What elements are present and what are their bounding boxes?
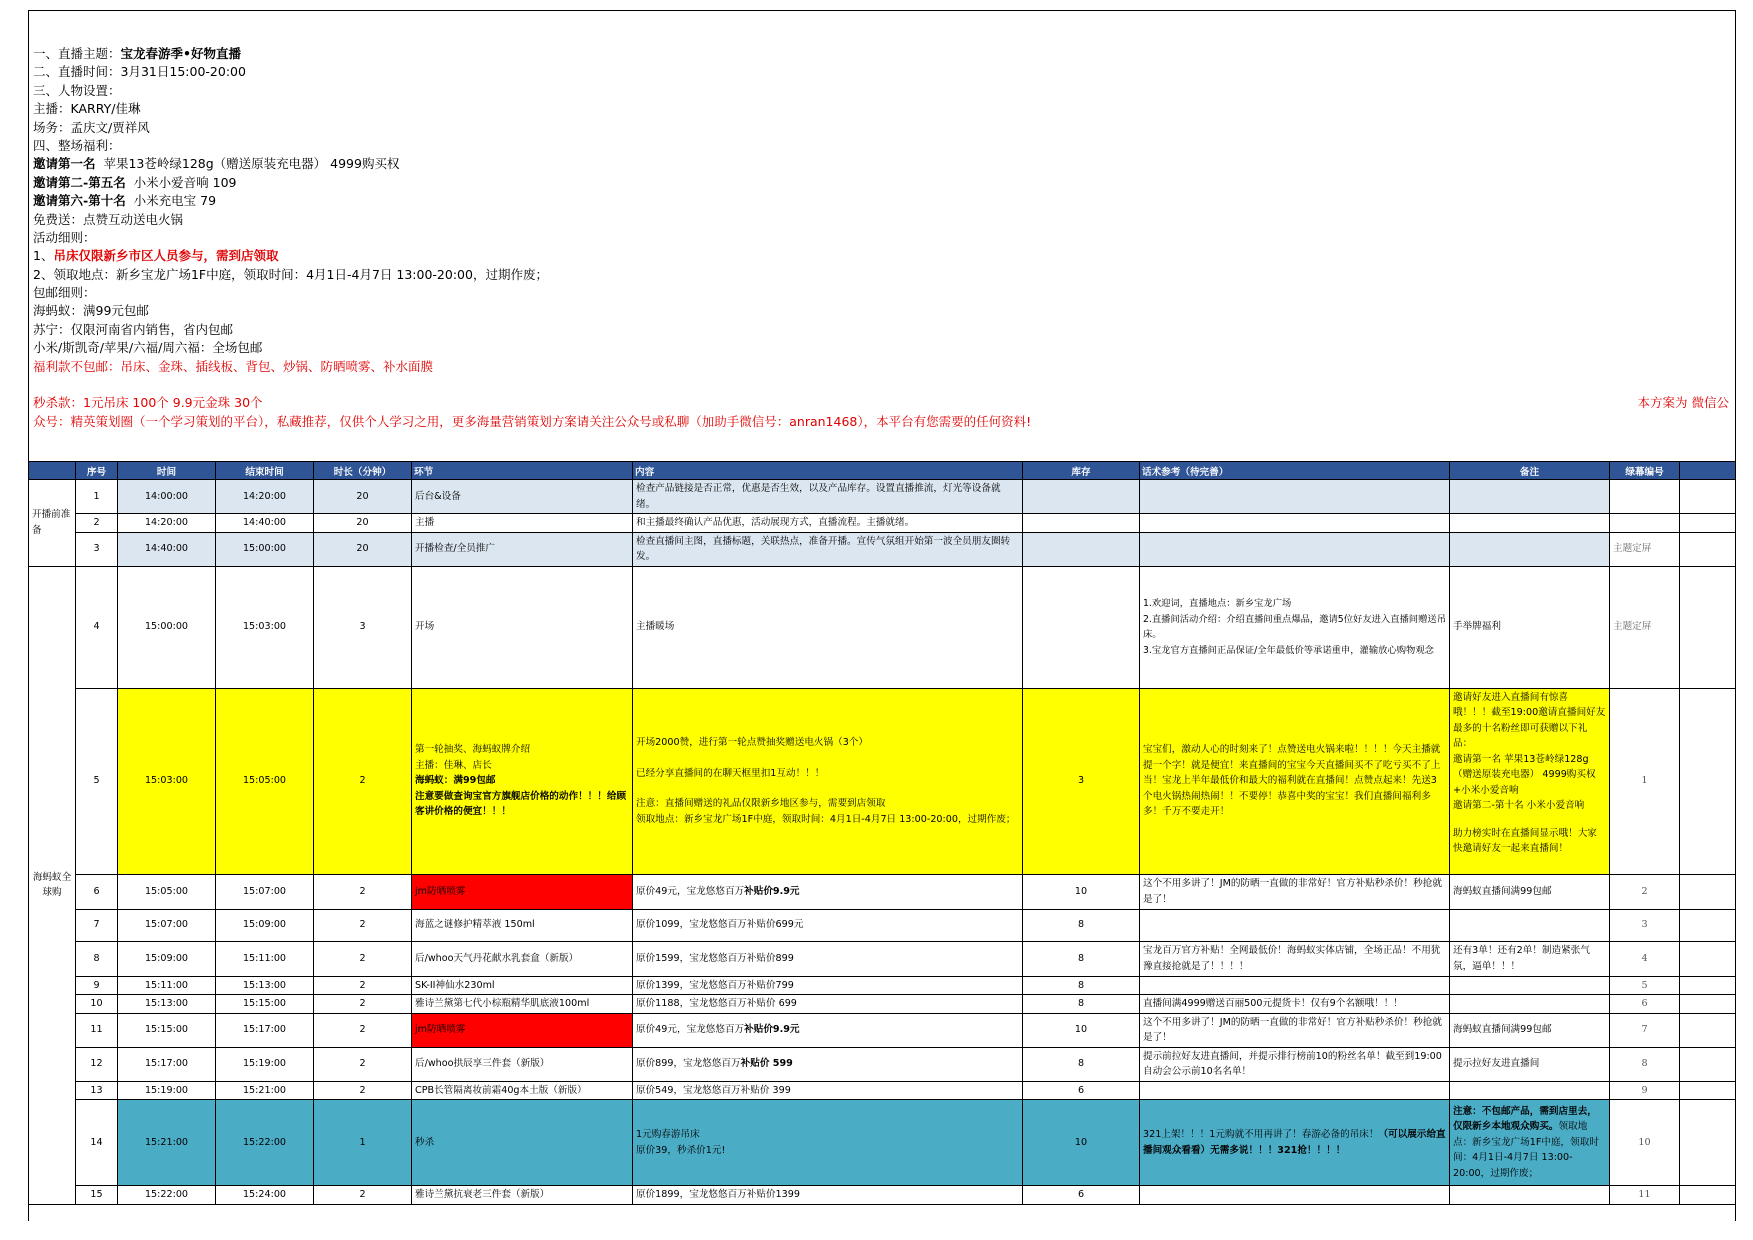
row-stock: 10 (1023, 1100, 1140, 1186)
rules-label: 活动细则： (33, 229, 96, 245)
content-line: 已经分享直播间的在聊天框里扣1互动！！！ (636, 767, 825, 779)
row-segment: 后/whoo天气丹花献水乳套盒（新版） (412, 941, 633, 976)
row-end: 15:13:00 (216, 976, 314, 995)
theme-label: 一、直播主题： (33, 46, 121, 61)
script-bold-text: （可以展示给直播间观众看看）无需多说！！！321抢！！！！ (1143, 1129, 1446, 1156)
row-end: 15:22:00 (216, 1100, 314, 1186)
row-stock: 6 (1023, 1186, 1140, 1205)
row-start: 15:15:00 (118, 1013, 216, 1047)
row-end: 15:19:00 (216, 1047, 314, 1081)
row-note (1450, 532, 1610, 566)
row-segment: 后/whoo拱辰享三件套（新版） (412, 1047, 633, 1081)
row-no: 2 (76, 514, 118, 533)
row-duration: 3 (314, 566, 412, 688)
row-stock: 8 (1023, 995, 1140, 1014)
row-script (1140, 909, 1450, 941)
col-no: 序号 (76, 462, 118, 480)
row-extra (1680, 909, 1737, 941)
row-extra (1680, 1100, 1737, 1186)
row-note (1450, 514, 1610, 533)
row-content: 原价1188，宝龙悠悠百万补贴价 699 (633, 995, 1023, 1014)
row-extra (1680, 874, 1737, 909)
group-pre: 开播前准备 (29, 480, 76, 567)
row-segment: CPB长管隔离妆前霜40g本土版（新版） (412, 1081, 633, 1100)
row-segment: 雅诗兰黛第七代小棕瓶精华肌底液100ml (412, 995, 633, 1014)
row-start: 14:20:00 (118, 514, 216, 533)
table-header-row (29, 462, 1737, 480)
row-segment: 主播 (412, 514, 633, 533)
schedule-table (28, 461, 1736, 1205)
note-line: 助力榜实时在直播间显示哦！大家快邀请好友一起来直播间！ (1453, 827, 1597, 854)
row-content (633, 688, 1023, 874)
table-row (29, 514, 1737, 533)
row-script (1140, 480, 1450, 514)
table-row (29, 1186, 1737, 1205)
content-line: 领取地点：新乡宝龙广场1F中庭，领取时间：4月1日-4月7日 13:00-20:00，过期作废； (636, 813, 1016, 825)
row-extra (1680, 688, 1737, 874)
note-line: 邀请好友进入直播间有惊喜哦！！！截至19:00邀请直播间好友最多的十名粉丝即可获赠以下礼品： (1453, 691, 1606, 749)
blank-line (33, 376, 1733, 394)
table-row (29, 909, 1737, 941)
col-screen: 绿幕编号 (1610, 462, 1680, 480)
row-duration: 2 (314, 976, 412, 995)
row-script (1140, 976, 1450, 995)
row-content: 检查产品链接是否正常，优惠是否生效，以及产品库存。设置直播推流，灯光等设备就绪。 (633, 480, 1023, 514)
row-script: 提示前拉好友进直播间，并提示排行榜前10的粉丝名单！截至到19:00自动会公示前10名名单！ (1140, 1047, 1450, 1081)
row-start: 15:22:00 (118, 1186, 216, 1205)
row-duration: 2 (314, 995, 412, 1014)
row-content: 原价1099，宝龙悠悠百万补贴价699元 (633, 909, 1023, 941)
row-segment: 开播检查/全员推广 (412, 532, 633, 566)
row-extra (1680, 1186, 1737, 1205)
row-script: 宝宝们，激动人心的时刻来了！点赞送电火锅来啦！！！！今天主播就提一个字！就是便宜！来直播间的宝宝今天直播间买不了吃亏买不了上当！宝龙上半年最低价和最大的福利就在直播间！点赞点起来！先送3个电火锅热闹热闹！！不要停！恭喜中奖的宝宝！我们直播间福利多多！千万不要走开！ (1140, 688, 1450, 874)
promo-line: 众号：精英策划圈（一个学习策划的平台），私藏推荐，仅供个人学习之用，更多海量营销策划方案请关注公众号或私聊（加助手微信号：anran1468），本平台有您需要的任何资料! (33, 413, 1032, 429)
row-note: 海蚂蚁直播间满99包邮 (1450, 874, 1610, 909)
row-segment: 海蓝之谜修护精萃液 150ml (412, 909, 633, 941)
col-content: 内容 (633, 462, 1023, 480)
invite-second-line (33, 174, 1733, 192)
row-segment: 后台&设备 (412, 480, 633, 514)
row-note: 手举牌福利 (1450, 566, 1610, 688)
theme-value: 宝龙春游季•好物直播 (120, 46, 242, 61)
copyright-note: 本方案为 微信公 (1637, 395, 1729, 411)
invite-sixth-line (33, 192, 1733, 210)
table-row (29, 1081, 1737, 1100)
row-screen (1610, 480, 1680, 514)
row-script (1140, 1081, 1450, 1100)
rule-2: 2、领取地点：新乡宝龙广场1F中庭，领取时间：4月1日-4月7日 13:00-20:00，过期作废； (33, 266, 548, 282)
note-text: 领取地点：新乡宝龙广场1F中庭，领取时间：4月1日-4月7日 13:00-20:00，过期作废； (1453, 1121, 1599, 1179)
row-stock (1023, 566, 1140, 688)
row-stock: 8 (1023, 941, 1140, 976)
row-segment: 开场 (412, 566, 633, 688)
row-screen: 10 (1610, 1100, 1680, 1186)
shipping-label: 包邮细则： (33, 285, 96, 301)
row-note (1450, 1081, 1610, 1100)
row-content: 原价1399，宝龙悠悠百万补贴价799 (633, 976, 1023, 995)
table-row (29, 566, 1737, 688)
row-end: 15:21:00 (216, 1081, 314, 1100)
control-line: 场务：孟庆文/贾祥风 (33, 119, 150, 135)
row-extra (1680, 480, 1737, 514)
row-duration: 20 (314, 480, 412, 514)
row-stock: 6 (1023, 1081, 1140, 1100)
row-script: 这个不用多讲了！JM的防晒一直做的非常好！官方补贴秒杀价！秒抢就是了！ (1140, 874, 1450, 909)
invite-first-line (33, 155, 1733, 173)
row-end: 15:15:00 (216, 995, 314, 1014)
row-script (1140, 514, 1450, 533)
row-content: 主播暖场 (633, 566, 1023, 688)
invite-first-value: 苹果13苍岭绿128g（赠送原装充电器） 4999购买权 (103, 156, 400, 172)
row-script: 直播间满4999赠送百丽500元提货卡！仅有9个名额哦！！！ (1140, 995, 1450, 1014)
row-start: 14:40:00 (118, 532, 216, 566)
row-duration: 2 (314, 1081, 412, 1100)
row-extra (1680, 514, 1737, 533)
row-end: 15:00:00 (216, 532, 314, 566)
row-start: 15:03:00 (118, 688, 216, 874)
row-start: 15:21:00 (118, 1100, 216, 1186)
row-start: 15:07:00 (118, 909, 216, 941)
spreadsheet-sheet (28, 10, 1736, 1221)
row-content (633, 1100, 1023, 1186)
row-note (1450, 688, 1610, 874)
row-note: 还有3单！还有2单！制造紧张气氛，逼单！！！ (1450, 941, 1610, 976)
note-bold-text: 注意：不包邮产品，需到店里去，仅限新乡本地观众购买。 (1453, 1105, 1597, 1133)
content-line: 原价39，秒杀价1元! (636, 1144, 726, 1156)
content-price: 补贴价9.9元 (744, 1024, 800, 1036)
row-content: 原价1599，宝龙悠悠百万补贴价899 (633, 941, 1023, 976)
row-screen: 4 (1610, 941, 1680, 976)
row-note (1450, 480, 1610, 514)
row-no: 1 (76, 480, 118, 514)
people-label: 三、人物设置： (33, 82, 121, 98)
row-end: 15:17:00 (216, 1013, 314, 1047)
table-row (29, 874, 1737, 909)
row-no: 5 (76, 688, 118, 874)
shipping-excluded: 福利款不包邮：吊床、金珠、插线板、背包、炒锅、防晒喷雾、补水面膜 (33, 358, 434, 374)
row-stock (1023, 514, 1140, 533)
row-start: 15:09:00 (118, 941, 216, 976)
row-script (1140, 1186, 1450, 1205)
table-row (29, 995, 1737, 1014)
time-label: 二、直播时间： (33, 64, 121, 80)
row-extra (1680, 566, 1737, 688)
row-screen: 1 (1610, 688, 1680, 874)
col-stock: 库存 (1023, 462, 1140, 480)
table-row (29, 688, 1737, 874)
row-stock (1023, 480, 1140, 514)
row-segment: 秒杀 (412, 1100, 633, 1186)
row-start: 15:11:00 (118, 976, 216, 995)
row-note (1450, 995, 1610, 1014)
row-segment: jm防晒喷雾 (412, 874, 633, 909)
shipping-brands: 小米/斯凯奇/苹果/六福/周六福：全场包邮 (33, 340, 263, 356)
col-segment: 环节 (412, 462, 633, 480)
content-line (636, 781, 1019, 796)
row-script: 1.欢迎词，直播地点：新乡宝龙广场 2.直播间活动介绍：介绍直播间重点爆品，邀请5位好友进入直播间赠送吊床。 3.宝龙官方直播间正品保证/全年最低价等承诺重申，灌输放心购物观念 (1140, 566, 1450, 688)
row-extra (1680, 995, 1737, 1014)
row-stock: 10 (1023, 874, 1140, 909)
rule-1 (33, 247, 1733, 265)
content-line (636, 751, 1019, 766)
row-content (633, 1013, 1023, 1047)
content-price: 补贴价 599 (740, 1058, 793, 1070)
row-no: 9 (76, 976, 118, 995)
row-extra (1680, 941, 1737, 976)
row-extra (1680, 1081, 1737, 1100)
content-text: 原价49元，宝龙悠悠百万 (636, 1024, 745, 1036)
row-note (1450, 976, 1610, 995)
row-no: 15 (76, 1186, 118, 1205)
row-no: 11 (76, 1013, 118, 1047)
segment-bold-line: 海蚂蚁：满99包邮 (415, 775, 496, 787)
row-screen: 主题定屏 (1610, 566, 1680, 688)
row-script (1140, 532, 1450, 566)
row-note: 提示拉好友进直播间 (1450, 1047, 1610, 1081)
flash-sale-text: 秒杀款：1元吊床 100个 9.9元金珠 30个 (33, 395, 263, 411)
col-end: 结束时间 (216, 462, 314, 480)
invite-second-value: 小米小爱音响 109 (133, 174, 237, 190)
row-stock: 10 (1023, 1013, 1140, 1047)
plan-info-block (33, 45, 1733, 431)
row-end: 15:07:00 (216, 874, 314, 909)
content-line: 1元购春游吊床 (636, 1129, 700, 1140)
invite-second-label: 邀请第二-第五名 (33, 174, 126, 190)
row-end: 14:40:00 (216, 514, 314, 533)
col-start: 时间 (118, 462, 216, 480)
row-no: 7 (76, 909, 118, 941)
row-segment: 雅诗兰黛抗衰老三件套（新版） (412, 1186, 633, 1205)
content-text: 原价899，宝龙悠悠百万 (636, 1058, 741, 1070)
table-row (29, 1013, 1737, 1047)
row-end: 15:11:00 (216, 941, 314, 976)
table-row (29, 1100, 1737, 1186)
row-extra (1680, 532, 1737, 566)
row-start: 15:00:00 (118, 566, 216, 688)
col-note: 备注 (1450, 462, 1610, 480)
segment-bold-line: 注意要做查询宝官方旗舰店价格的动作！！！给顾客讲价格的便宜！！！ (415, 790, 627, 818)
table-row (29, 532, 1737, 566)
rule-1-text: 吊床仅限新乡市区人员参与，需到店领取 (53, 248, 279, 264)
host-line: 主播：KARRY/佳琳 (33, 101, 141, 117)
row-screen: 主题定屏 (1610, 532, 1680, 566)
free-gift-line: 免费送：点赞互动送电火锅 (33, 211, 184, 227)
table-row (29, 1047, 1737, 1081)
row-script: 这个不用多讲了！JM的防晒一直做的非常好！官方补贴秒杀价！秒抢就是了！ (1140, 1013, 1450, 1047)
row-script (1140, 1100, 1450, 1186)
table-row (29, 976, 1737, 995)
row-segment (412, 688, 633, 874)
row-no: 4 (76, 566, 118, 688)
row-screen: 9 (1610, 1081, 1680, 1100)
row-screen: 2 (1610, 874, 1680, 909)
row-end: 15:24:00 (216, 1186, 314, 1205)
row-duration: 20 (314, 514, 412, 533)
row-screen: 5 (1610, 976, 1680, 995)
row-end: 15:09:00 (216, 909, 314, 941)
row-segment: jm防晒喷雾 (412, 1013, 633, 1047)
row-stock (1023, 532, 1140, 566)
row-extra (1680, 1047, 1737, 1081)
time-value: 3月31日15:00-20:00 (120, 64, 246, 80)
row-duration: 2 (314, 941, 412, 976)
col-group (29, 462, 76, 480)
row-screen: 11 (1610, 1186, 1680, 1205)
row-stock: 8 (1023, 909, 1140, 941)
theme-line (33, 45, 1733, 63)
invite-first-label: 邀请第一名 (33, 156, 96, 172)
row-screen: 8 (1610, 1047, 1680, 1081)
row-no: 3 (76, 532, 118, 566)
row-no: 6 (76, 874, 118, 909)
row-no: 12 (76, 1047, 118, 1081)
note-line (1453, 814, 1606, 826)
row-duration: 2 (314, 688, 412, 874)
content-line: 开场2000赞，进行第一轮点赞抽奖赠送电火锅（3个） (636, 737, 868, 748)
row-script: 宝龙百万官方补贴！全网最低价！海蚂蚁实体店铺，全场正品！不用犹豫直接抢就是了！！！！ (1140, 941, 1450, 976)
row-duration: 20 (314, 532, 412, 566)
content-text: 原价49元，宝龙悠悠百万 (636, 885, 745, 897)
row-extra (1680, 976, 1737, 995)
shipping-haimayi: 海蚂蚁：满99元包邮 (33, 303, 149, 319)
col-extra (1680, 462, 1737, 480)
row-stock: 3 (1023, 688, 1140, 874)
row-screen: 3 (1610, 909, 1680, 941)
row-content: 和主播最终确认产品优惠，活动展现方式，直播流程。主播就绪。 (633, 514, 1023, 533)
row-screen (1610, 514, 1680, 533)
row-no: 10 (76, 995, 118, 1014)
table-row (29, 941, 1737, 976)
row-start: 15:13:00 (118, 995, 216, 1014)
row-duration: 2 (314, 909, 412, 941)
row-end: 15:03:00 (216, 566, 314, 688)
row-note (1450, 1186, 1610, 1205)
script-text: 321上架！！！1元购就不用再讲了！春游必备的吊床！ (1143, 1129, 1379, 1140)
col-duration: 时长（分钟） (314, 462, 412, 480)
row-content: 检查直播间主图，直播标题，关联热点，准备开播。宣传气氛组开始第一波全员朋友圈转发。 (633, 532, 1023, 566)
note-line: 邀请第一名 苹果13苍岭绿128g（赠送原装充电器） 4999购买权+小米小爱音响 (1453, 753, 1596, 796)
time-line (33, 63, 1733, 81)
table-row (29, 480, 1737, 514)
row-duration: 1 (314, 1100, 412, 1186)
content-price: 补贴价9.9元 (744, 885, 800, 897)
row-note (1450, 909, 1610, 941)
row-screen: 7 (1610, 1013, 1680, 1047)
invite-sixth-value: 小米充电宝 79 (133, 193, 217, 209)
row-note: 海蚂蚁直播间满99包邮 (1450, 1013, 1610, 1047)
note-line: 邀请第二-第十名 小米小爱音响 (1453, 800, 1585, 811)
row-duration: 2 (314, 1047, 412, 1081)
segment-line: 主播：佳琳、店长 (415, 759, 492, 771)
row-stock: 8 (1023, 976, 1140, 995)
row-start: 14:00:00 (118, 480, 216, 514)
row-end: 14:20:00 (216, 480, 314, 514)
benefits-label: 四、整场福利： (33, 137, 121, 153)
row-start: 15:19:00 (118, 1081, 216, 1100)
row-duration: 2 (314, 874, 412, 909)
flash-sale-line (33, 394, 1733, 412)
shipping-suning: 苏宁：仅限河南省内销售，省内包邮 (33, 321, 234, 337)
row-content (633, 1047, 1023, 1081)
row-extra (1680, 1013, 1737, 1047)
row-no: 8 (76, 941, 118, 976)
row-content (633, 874, 1023, 909)
row-segment: SK-II神仙水230ml (412, 976, 633, 995)
content-line: 注意：直播间赠送的礼品仅限新乡地区参与，需要到店领取 (636, 798, 886, 809)
row-duration: 2 (314, 1186, 412, 1205)
col-script: 话术参考（待完善） (1140, 462, 1450, 480)
row-end: 15:05:00 (216, 688, 314, 874)
row-duration: 2 (314, 1013, 412, 1047)
row-no: 13 (76, 1081, 118, 1100)
rule-1-prefix: 1、 (33, 248, 54, 264)
row-content: 原价1899，宝龙悠悠百万补贴价1399 (633, 1186, 1023, 1205)
row-content: 原价549，宝龙悠悠百万补贴价 399 (633, 1081, 1023, 1100)
group-main: 海蚂蚁全球购 (29, 566, 76, 1204)
invite-sixth-label: 邀请第六-第十名 (33, 193, 126, 209)
row-note (1450, 1100, 1610, 1186)
segment-line: 第一轮抽奖、海蚂蚁牌介绍 (415, 744, 531, 756)
row-start: 15:05:00 (118, 874, 216, 909)
row-stock: 8 (1023, 1047, 1140, 1081)
row-start: 15:17:00 (118, 1047, 216, 1081)
row-no: 14 (76, 1100, 118, 1186)
row-screen: 6 (1610, 995, 1680, 1014)
